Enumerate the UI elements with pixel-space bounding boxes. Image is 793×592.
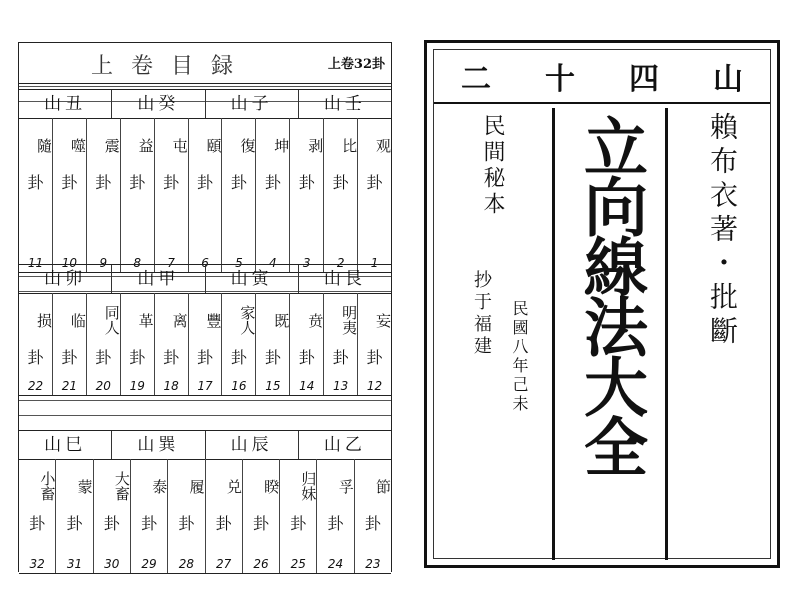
mountain-label: 山辰: [205, 431, 298, 459]
mountain-label: 山寅: [205, 265, 298, 293]
hexagram-name: 履: [187, 478, 206, 494]
hexagram-cell: [316, 459, 353, 573]
separator-band: [19, 400, 391, 416]
hexagram-cell: [19, 293, 52, 395]
hexagram-number: 28: [178, 557, 194, 571]
hexagram-name: 益: [136, 137, 155, 153]
hexagram-name: 噬: [68, 137, 87, 153]
hexagram-number: 15: [265, 379, 281, 393]
hexagram-word: 卦: [290, 514, 307, 533]
hexagram-name: 比: [340, 137, 359, 153]
hexagram-number: 2: [336, 256, 345, 270]
hexagram-cell: [154, 293, 188, 395]
hexagram-word: 卦: [197, 173, 214, 192]
hexagram-word: 卦: [129, 173, 146, 192]
hexagram-cell: [188, 118, 222, 272]
hexagram-cell: [52, 293, 86, 395]
hexagram-name: 屯: [170, 137, 189, 153]
catalogue-subtitle: 上卷32卦: [327, 57, 385, 72]
hexagram-number: 32: [29, 557, 45, 571]
hexagram-cell: [255, 293, 289, 395]
hexagram-name: 妄: [374, 312, 392, 328]
hexagram-name: 既: [272, 312, 291, 328]
hexagram-cell: [242, 459, 279, 573]
hexagram-cell: [93, 459, 130, 573]
hexagram-number: 30: [104, 557, 120, 571]
hexagram-row: [19, 118, 391, 272]
hexagram-name: 孚: [336, 478, 355, 494]
hexagram-number: 29: [141, 557, 157, 571]
hexagram-row: [19, 459, 391, 573]
hexagram-word: 卦: [163, 173, 180, 192]
hexagram-number: 11: [27, 256, 44, 270]
hexagram-name: 革: [136, 312, 155, 328]
mountain-label: 山艮: [298, 265, 391, 293]
hexagram-word: 卦: [264, 173, 281, 192]
hexagram-row: [19, 293, 391, 395]
hexagram-word: 卦: [95, 173, 112, 192]
hexagram-word: 卦: [298, 173, 315, 192]
hexagram-name: 小畜: [38, 471, 57, 501]
hexagram-name: 坤: [272, 137, 291, 153]
hexagram-cell: [357, 293, 391, 395]
hexagram-cell: [55, 459, 92, 573]
banner-char: 二: [461, 62, 491, 97]
hexagram-word: 卦: [95, 348, 112, 367]
hexagram-number: 13: [333, 379, 349, 393]
hexagram-word: 卦: [27, 348, 44, 367]
mountain-header-row: [19, 90, 391, 119]
hexagram-number: 22: [27, 379, 44, 393]
mountain-label: 山壬: [298, 90, 391, 118]
catalogue-header: [19, 42, 391, 84]
hexagram-name: 临: [68, 312, 87, 328]
year-note: 民國八年己未: [510, 300, 529, 414]
hexagram-number: 5: [235, 256, 243, 270]
hexagram-word: 卦: [29, 514, 46, 533]
mountain-label: 山子: [205, 90, 298, 118]
hexagram-name: 頤: [204, 137, 223, 153]
hexagram-word: 卦: [103, 514, 120, 533]
hexagram-word: 卦: [61, 348, 78, 367]
hexagram-cell: [221, 293, 255, 395]
hexagram-word: 卦: [178, 514, 195, 533]
hexagram-name: 泰: [150, 478, 169, 494]
hexagram-word: 卦: [66, 514, 83, 533]
hexagram-name: 蒙: [75, 478, 94, 494]
mountain-label: 山卯: [44, 269, 87, 289]
hexagram-number: 24: [327, 557, 344, 571]
hexagram-number: 31: [66, 557, 83, 571]
hexagram-word: 卦: [197, 348, 214, 367]
hexagram-word: 卦: [252, 514, 269, 533]
hexagram-number: 21: [61, 379, 78, 393]
hexagram-cell: [19, 118, 52, 272]
hexagram-cell: [279, 459, 316, 573]
mountain-label: 山乙: [298, 431, 391, 459]
mountain-label: 山丑: [44, 94, 87, 114]
hexagram-word: 卦: [163, 348, 180, 367]
hexagram-word: 卦: [230, 348, 247, 367]
catalogue-title: 上卷目録: [91, 54, 252, 79]
hexagram-name: 离: [170, 312, 189, 328]
mountain-label: 山癸: [111, 90, 204, 118]
hexagram-cell: [167, 459, 204, 573]
cover-page: [424, 40, 780, 568]
hexagram-name: 归妹: [299, 471, 318, 501]
hexagram-word: 卦: [332, 173, 349, 192]
catalogue-block-3: [19, 430, 391, 574]
hexagram-name: 观: [374, 137, 392, 153]
cover-top-banner: [434, 50, 770, 104]
hexagram-cell: [289, 293, 323, 395]
hexagram-number: 4: [269, 256, 277, 270]
hexagram-name: 豐: [204, 312, 223, 328]
hexagram-word: 卦: [230, 173, 247, 192]
hexagram-number: 12: [366, 379, 383, 393]
hexagram-name: 明夷: [340, 305, 359, 335]
author-line: 賴布衣著・批斷: [706, 112, 739, 350]
hexagram-name: 震: [102, 137, 121, 153]
hexagram-number: 16: [231, 379, 247, 393]
hexagram-name: 節: [374, 478, 392, 494]
hexagram-number: 8: [133, 256, 142, 270]
hexagram-number: 14: [299, 379, 315, 393]
hexagram-name: 復: [238, 137, 257, 153]
hexagram-word: 卦: [141, 514, 158, 533]
hexagram-cell: [289, 118, 323, 272]
mountain-label: 山巳: [44, 435, 87, 455]
hexagram-cell: [86, 118, 120, 272]
hexagram-number: 1: [370, 256, 379, 270]
hexagram-name: 兑: [224, 478, 243, 494]
hexagram-name: 隨: [34, 137, 53, 153]
hexagram-cell: [120, 118, 154, 272]
hexagram-number: 3: [302, 256, 311, 270]
catalogue-page: [18, 42, 392, 572]
hexagram-name: 贲: [306, 312, 325, 328]
hexagram-cell: [188, 293, 222, 395]
title-box: [552, 108, 668, 560]
hexagram-number: 19: [129, 379, 145, 393]
hexagram-number: 27: [216, 557, 232, 571]
hexagram-name: 大畜: [112, 471, 131, 501]
banner-char: 四: [629, 62, 659, 97]
copier-note: 抄于福建: [471, 270, 492, 358]
hexagram-word: 卦: [332, 348, 349, 367]
hexagram-number: 6: [201, 256, 209, 270]
hexagram-cell: [19, 459, 55, 573]
hexagram-number: 9: [99, 256, 108, 270]
hexagram-word: 卦: [364, 514, 381, 533]
hexagram-cell: [120, 293, 154, 395]
mountain-label: 山巽: [111, 431, 204, 459]
hexagram-cell: [221, 118, 255, 272]
hexagram-cell: [354, 459, 391, 573]
hexagram-cell: [323, 293, 357, 395]
hexagram-cell: [86, 293, 120, 395]
catalogue-block-1: [19, 89, 391, 273]
hexagram-word: 卦: [215, 514, 232, 533]
hexagram-number: 18: [163, 379, 179, 393]
cover-frame: [433, 49, 771, 559]
hexagram-word: 卦: [366, 348, 383, 367]
publisher-note: 民間秘本: [480, 114, 505, 218]
hexagram-word: 卦: [27, 173, 44, 192]
hexagram-number: 17: [197, 379, 213, 393]
banner-char: 十: [545, 62, 575, 97]
hexagram-name: 同人: [102, 305, 121, 335]
hexagram-cell: [255, 118, 289, 272]
catalogue-block-2: [19, 264, 391, 396]
hexagram-word: 卦: [298, 348, 315, 367]
hexagram-cell: [130, 459, 167, 573]
hexagram-number: 26: [253, 557, 269, 571]
mountain-label: 山甲: [111, 265, 204, 293]
hexagram-word: 卦: [264, 348, 281, 367]
mountain-header-row: [19, 431, 391, 460]
hexagram-number: 20: [95, 379, 111, 393]
book-title: 立向線法大全: [573, 114, 648, 474]
hexagram-number: 7: [167, 256, 175, 270]
hexagram-number: 23: [365, 557, 381, 571]
mountain-header-row: [19, 265, 391, 294]
hexagram-cell: [52, 118, 86, 272]
hexagram-word: 卦: [61, 173, 78, 192]
hexagram-name: 损: [34, 312, 53, 328]
hexagram-name: 家人: [238, 305, 257, 335]
hexagram-cell: [154, 118, 188, 272]
hexagram-name: 睽: [262, 478, 281, 494]
hexagram-word: 卦: [129, 348, 146, 367]
hexagram-number: 10: [61, 256, 78, 270]
hexagram-cell: [323, 118, 357, 272]
hexagram-cell: [205, 459, 242, 573]
hexagram-word: 卦: [327, 514, 344, 533]
hexagram-word: 卦: [366, 173, 383, 192]
hexagram-cell: [357, 118, 391, 272]
hexagram-name: 剥: [306, 137, 325, 153]
banner-char: 山: [713, 62, 743, 97]
hexagram-number: 25: [290, 557, 306, 571]
